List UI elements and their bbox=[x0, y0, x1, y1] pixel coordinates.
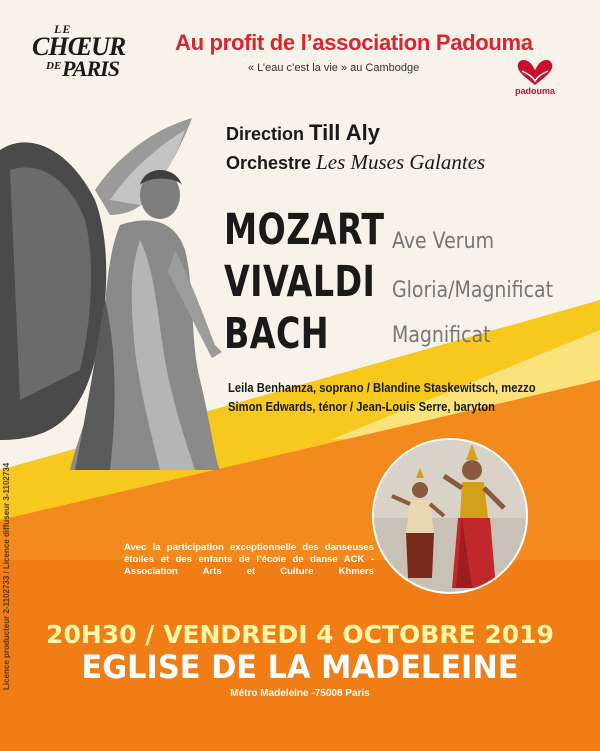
angel-statue-illustration bbox=[0, 118, 222, 470]
work-bach: Magnificat bbox=[392, 323, 491, 348]
direction-label: Direction bbox=[226, 124, 305, 144]
logo-text-choeur: CHŒUR bbox=[32, 32, 126, 61]
orchestra-label: Orchestre bbox=[226, 153, 312, 173]
composer-mozart: MOZART bbox=[224, 205, 385, 255]
logo-text-de: DE bbox=[46, 60, 62, 72]
event-time-date: 20H30 / VENDREDI 4 OCTOBRE 2019 bbox=[46, 620, 554, 649]
cambodian-dancers-photo bbox=[372, 438, 528, 594]
soloists-line-1: Leila Benhamza, soprano / Blandine Staskewitsch, mezzo bbox=[228, 381, 536, 395]
choeur-de-paris-logo bbox=[32, 22, 142, 82]
composer-bach: BACH bbox=[224, 309, 330, 359]
licence-text: Licence producteur 2-1102733 / Licence diffuseur 3-1102734 bbox=[2, 462, 11, 690]
event-metro: Métro Madeleine -75008 Paris bbox=[230, 688, 370, 699]
logo-text-le: LE bbox=[54, 22, 72, 36]
work-mozart: Ave Verum bbox=[392, 229, 495, 254]
orchestra-line bbox=[226, 150, 485, 175]
benefit-subtitle: « L’eau c’est la vie » au Cambodge bbox=[248, 62, 420, 74]
direction-line bbox=[226, 120, 380, 146]
benefit-title: Au profit de l’association Padouma bbox=[175, 30, 533, 55]
direction-name: Till Aly bbox=[309, 120, 380, 145]
event-venue: EGLISE DE LA MADELEINE bbox=[81, 648, 519, 686]
logo-text-paris: PARIS bbox=[62, 56, 119, 81]
orchestra-name: Les Muses Galantes bbox=[316, 150, 486, 174]
composer-vivaldi: VIVALDI bbox=[224, 257, 376, 307]
soloists-line-2: Simon Edwards, ténor / Jean-Louis Serre, baryton bbox=[228, 400, 495, 414]
work-vivaldi: Gloria/Magnificat bbox=[392, 278, 554, 303]
participation-text: Avec la participation exceptionnelle des danseuses étoiles et des enfants de l’école de danse ACK - Association Arts et Culture Khmers bbox=[124, 542, 374, 577]
padouma-logo-label: padouma bbox=[514, 86, 555, 96]
